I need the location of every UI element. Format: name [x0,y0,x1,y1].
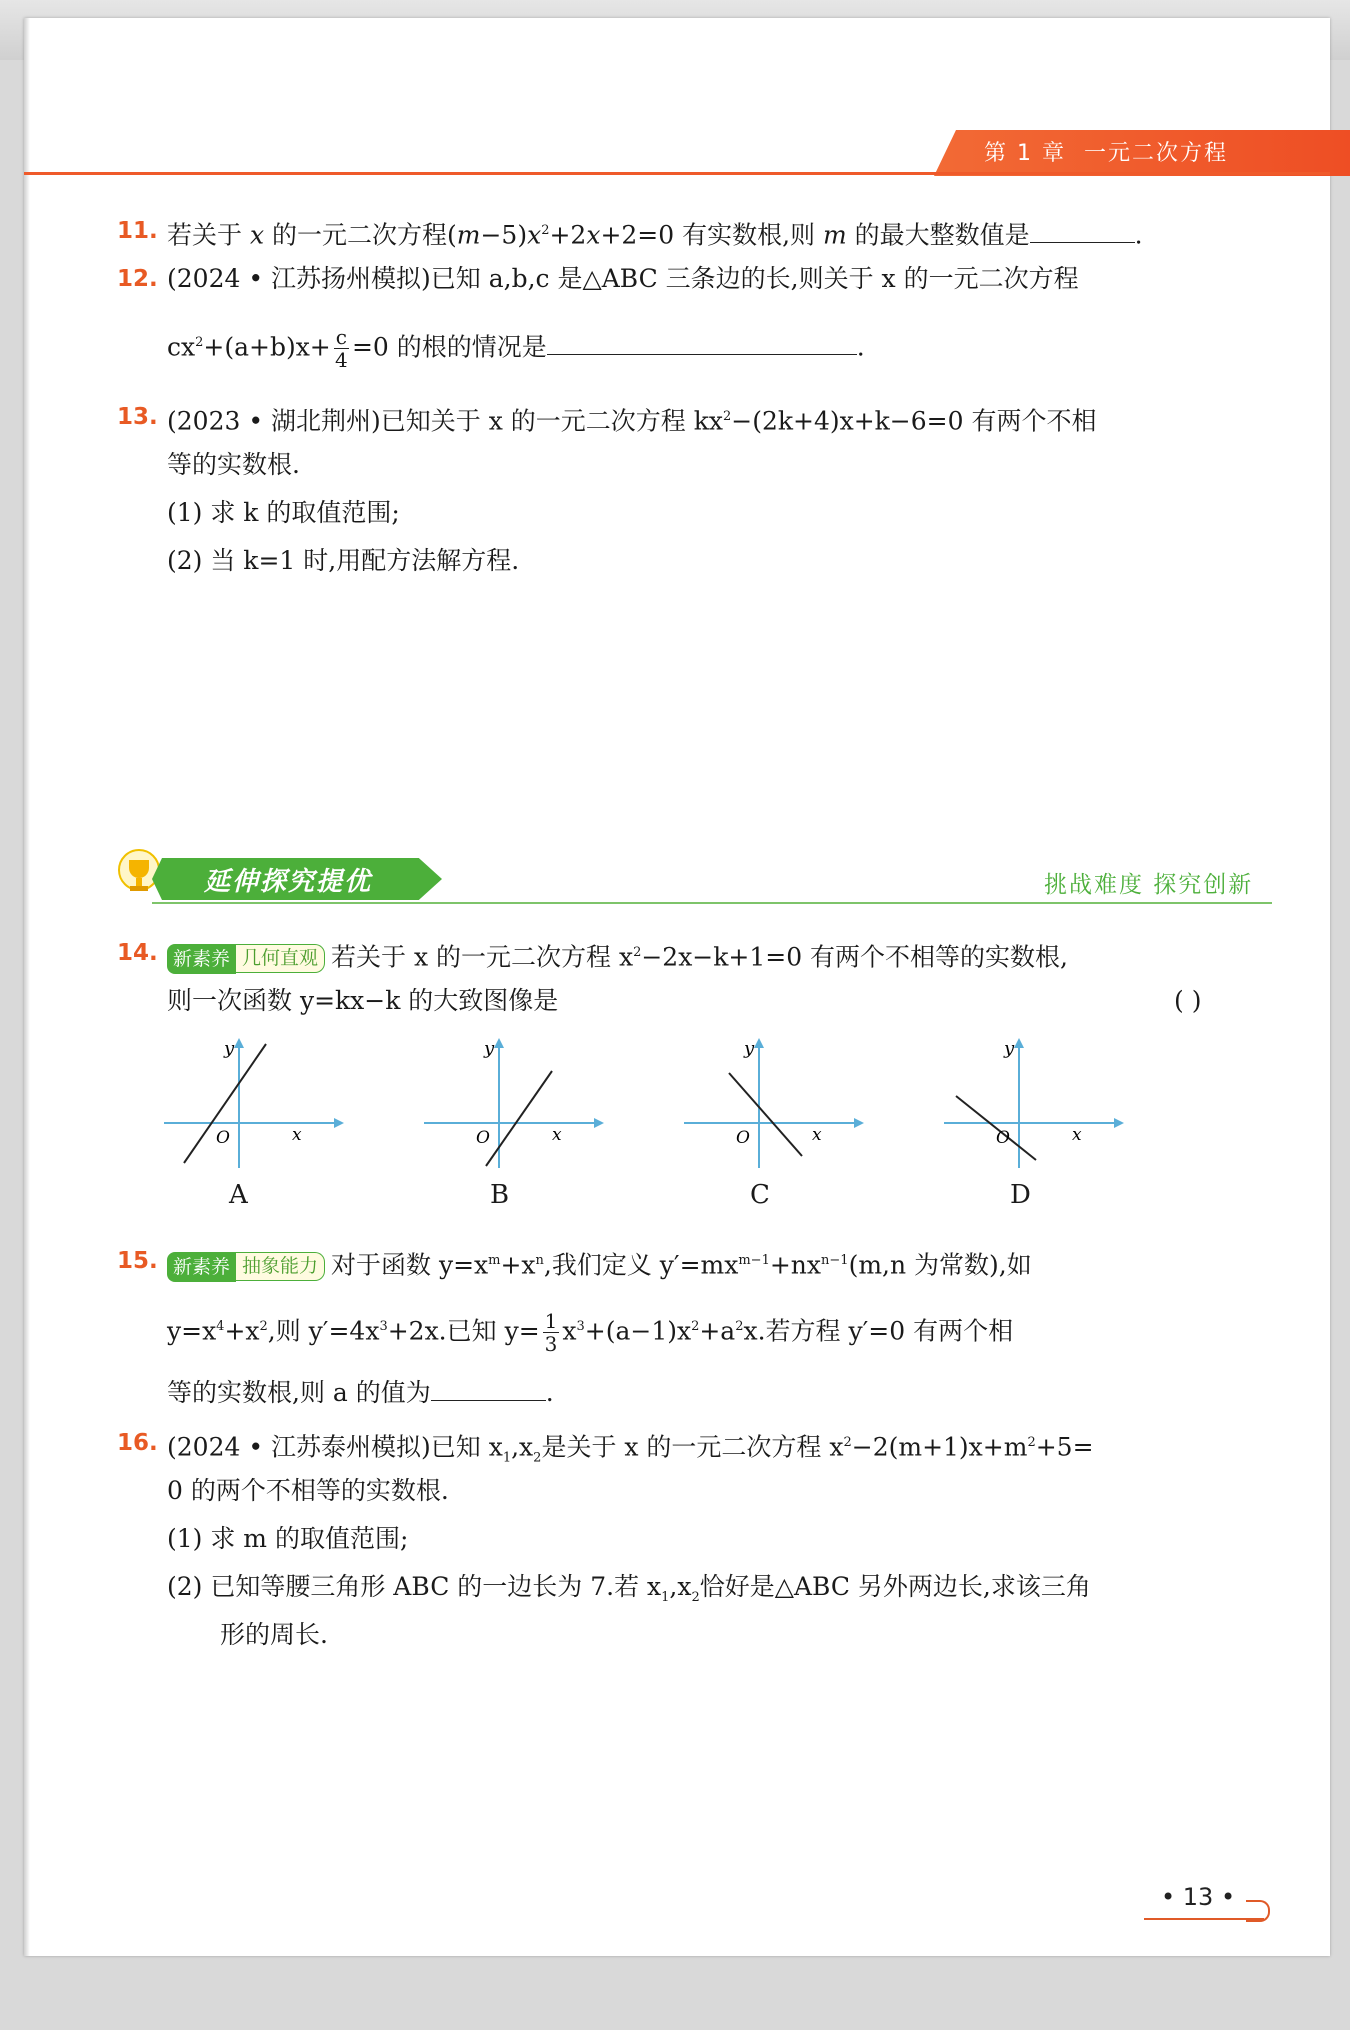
question-number: 13. [117,404,158,430]
y-axis-label: y [1004,1038,1015,1059]
question-number: 16. [117,1430,158,1456]
option-label-d: D [1010,1180,1031,1210]
question-15-line3: 等的实数根,则 a 的值为 . [167,1378,554,1407]
graph-option-c[interactable] [684,1038,864,1168]
question-13-part1: (1) 求 k 的取值范围; [167,498,400,527]
answer-parentheses[interactable]: ( ) [1174,986,1202,1015]
question-11-text: 若关于 x 的一元二次方程$(m-5)x^2+2x+2=0$ 有实数根,则 m 的最大整数值是 . [167,220,1143,250]
question-12-line1: (2024 • 江苏扬州模拟)已知 a,b,c 是△ABC 三条边的长,则关于 x 的一元二次方程 [167,264,1079,293]
question-number: 15. [117,1248,158,1274]
question-number: 12. [117,266,158,292]
question-13-part2: (2) 当 k=1 时,用配方法解方程. [167,546,520,575]
question-15-line2: $y=x^4+x^2$,则 $y'=4x^3+2x$.已知 y= $\frac{1}{3}$ $x^3+(a-1)x^2+a^2x$.若方程 y′=0 有两个相 [167,1309,1014,1357]
graph-option-b[interactable] [424,1038,604,1168]
tag-new-literacy: 新素养 [167,1252,236,1282]
question-12-line2: $cx^2+(a+b)x+$ $\frac{c}{4}$ =0 的根的情况是 . [167,325,865,373]
answer-blank[interactable] [431,1400,546,1401]
origin-label: O [216,1128,230,1148]
tag-skill: 抽象能力 [236,1252,325,1281]
x-axis-label: x [1072,1125,1082,1145]
section-banner-title: 延伸探究提优 [204,867,373,897]
y-axis-label: y [484,1038,495,1059]
book-page [24,18,1330,1956]
option-label-c: C [750,1180,770,1210]
question-16-line2: 0 的两个不相等的实数根. [167,1476,449,1505]
origin-label: O [736,1128,750,1148]
question-number: 14. [117,940,158,966]
graph-option-d[interactable] [944,1038,1124,1168]
option-label-a: A [229,1180,248,1210]
question-14-line1: 新素养 几何直观 若关于 x 的一元二次方程 $x^2-2x-k+1=0$ 有两个不相等的实数根, [167,936,1068,974]
question-16-line1: (2024 • 江苏泰州模拟)已知 $x_1,x_2$是关于 x 的一元二次方程 $x^2-2(m+1)x+m^2+5=$ [167,1432,1094,1466]
option-label-b: B [490,1180,510,1210]
x-axis-label: x [292,1125,302,1145]
origin-label: O [476,1128,490,1148]
fraction: $\frac{1}{3}$ [544,1309,558,1357]
question-14-line2: 则一次函数 y=kx−k 的大致图像是 [167,986,559,1015]
question-15-line1: 新素养 抽象能力 对于函数 $y=x^m+x^n$,我们定义 $y'=mx^{m-1}+nx^{n-1}(m,n$ 为常数),如 [167,1244,1032,1282]
page-binding-edge [24,18,30,1956]
question-16-part2: (2) 已知等腰三角形 ABC 的一边长为 7.若 $x_1,x_2$恰好是△ABC 另外两边长,求该三角 [167,1572,1091,1605]
origin-label: O [996,1128,1010,1148]
y-axis-label: y [224,1038,235,1059]
question-13-line1: (2023 • 湖北荆州)已知关于 x 的一元二次方程 $kx^2-(2k+4)x+k-6=0$ 有两个不相 [167,406,1097,436]
section-rule [152,902,1272,904]
question-number: 11. [117,218,158,244]
chapter-header-text: 第 1 章 一元二次方程 [984,141,1228,166]
header-rule [24,172,1330,175]
x-axis-label: x [812,1125,822,1145]
tag-skill: 几何直观 [236,944,325,973]
answer-blank[interactable] [547,354,857,355]
answer-blank[interactable] [1030,242,1135,243]
fraction: $\frac{c}{4}$ [334,325,348,373]
page-number: • 13 • [1161,1883,1236,1911]
section-subtitle: 挑战难度 探究创新 [1044,872,1254,898]
page-number-ornament [1246,1900,1270,1922]
question-13-line2: 等的实数根. [167,450,300,479]
graph-option-a[interactable] [164,1038,344,1168]
tag-new-literacy: 新素养 [167,944,236,974]
question-16-line5: 形的周长. [220,1620,328,1649]
question-16-part1: (1) 求 m 的取值范围; [167,1524,409,1553]
x-axis-label: x [552,1125,562,1145]
y-axis-label: y [744,1038,755,1059]
